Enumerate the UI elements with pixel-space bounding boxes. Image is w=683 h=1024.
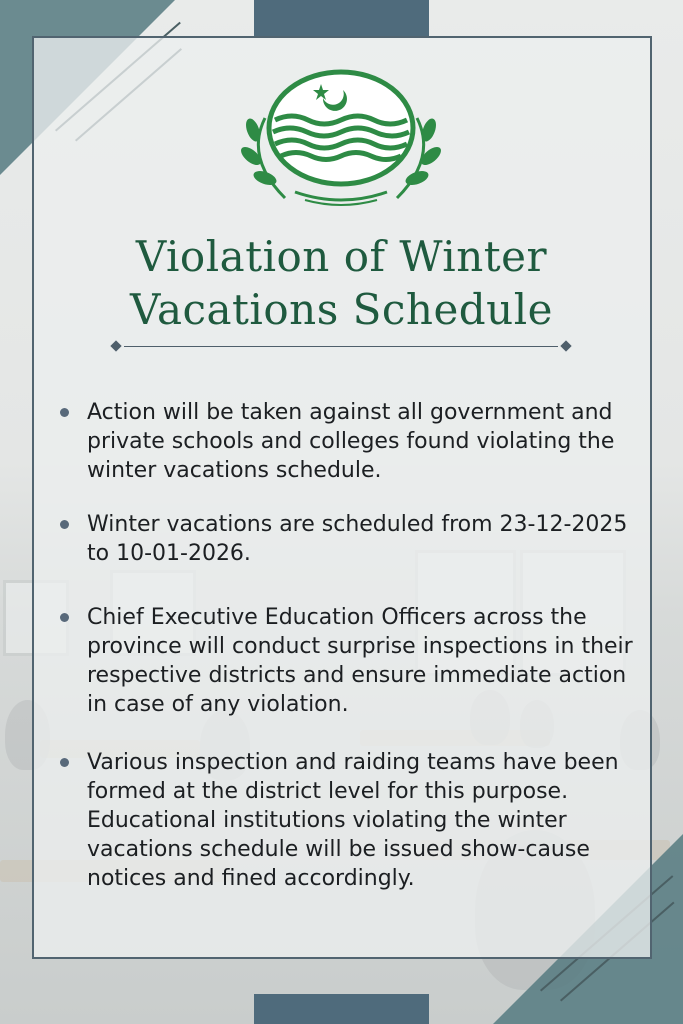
bullet-list bbox=[60, 398, 640, 893]
diamond-icon bbox=[110, 340, 121, 351]
title-line-2: Vacations Schedule bbox=[129, 285, 554, 334]
bullet-text: Chief Executive Education Officers across the province will conduct surprise inspections in their respective districts and ensure immediate action in case of any violation. bbox=[87, 605, 633, 717]
bullet-text: Various inspection and raiding teams have been formed at the district level for this purpose. bbox=[87, 750, 619, 804]
bullet-icon bbox=[60, 408, 69, 417]
bullet-icon bbox=[60, 758, 69, 767]
title-divider bbox=[112, 342, 570, 352]
bullet-text: Winter vacations are scheduled from 23-12-2025 to 10-01-2026. bbox=[87, 512, 628, 566]
list-item bbox=[60, 603, 640, 719]
diamond-icon bbox=[560, 340, 571, 351]
bullet-text: Action will be taken against all government and private schools and colleges found violating the winter vacations schedule. bbox=[87, 400, 615, 483]
bullet-text-continued: Educational institutions violating the winter vacations schedule will be issued show-cause notices and fined accordingly. bbox=[87, 808, 590, 891]
list-item bbox=[60, 398, 640, 485]
bullet-icon bbox=[60, 520, 69, 529]
top-accent-bar bbox=[254, 0, 429, 36]
bullet-icon bbox=[60, 613, 69, 622]
list-item bbox=[60, 510, 640, 568]
list-item bbox=[60, 748, 640, 893]
bottom-accent-bar bbox=[254, 994, 429, 1024]
punjab-government-emblem-icon bbox=[235, 68, 447, 210]
title-line-1: Violation of Winter bbox=[135, 232, 548, 281]
